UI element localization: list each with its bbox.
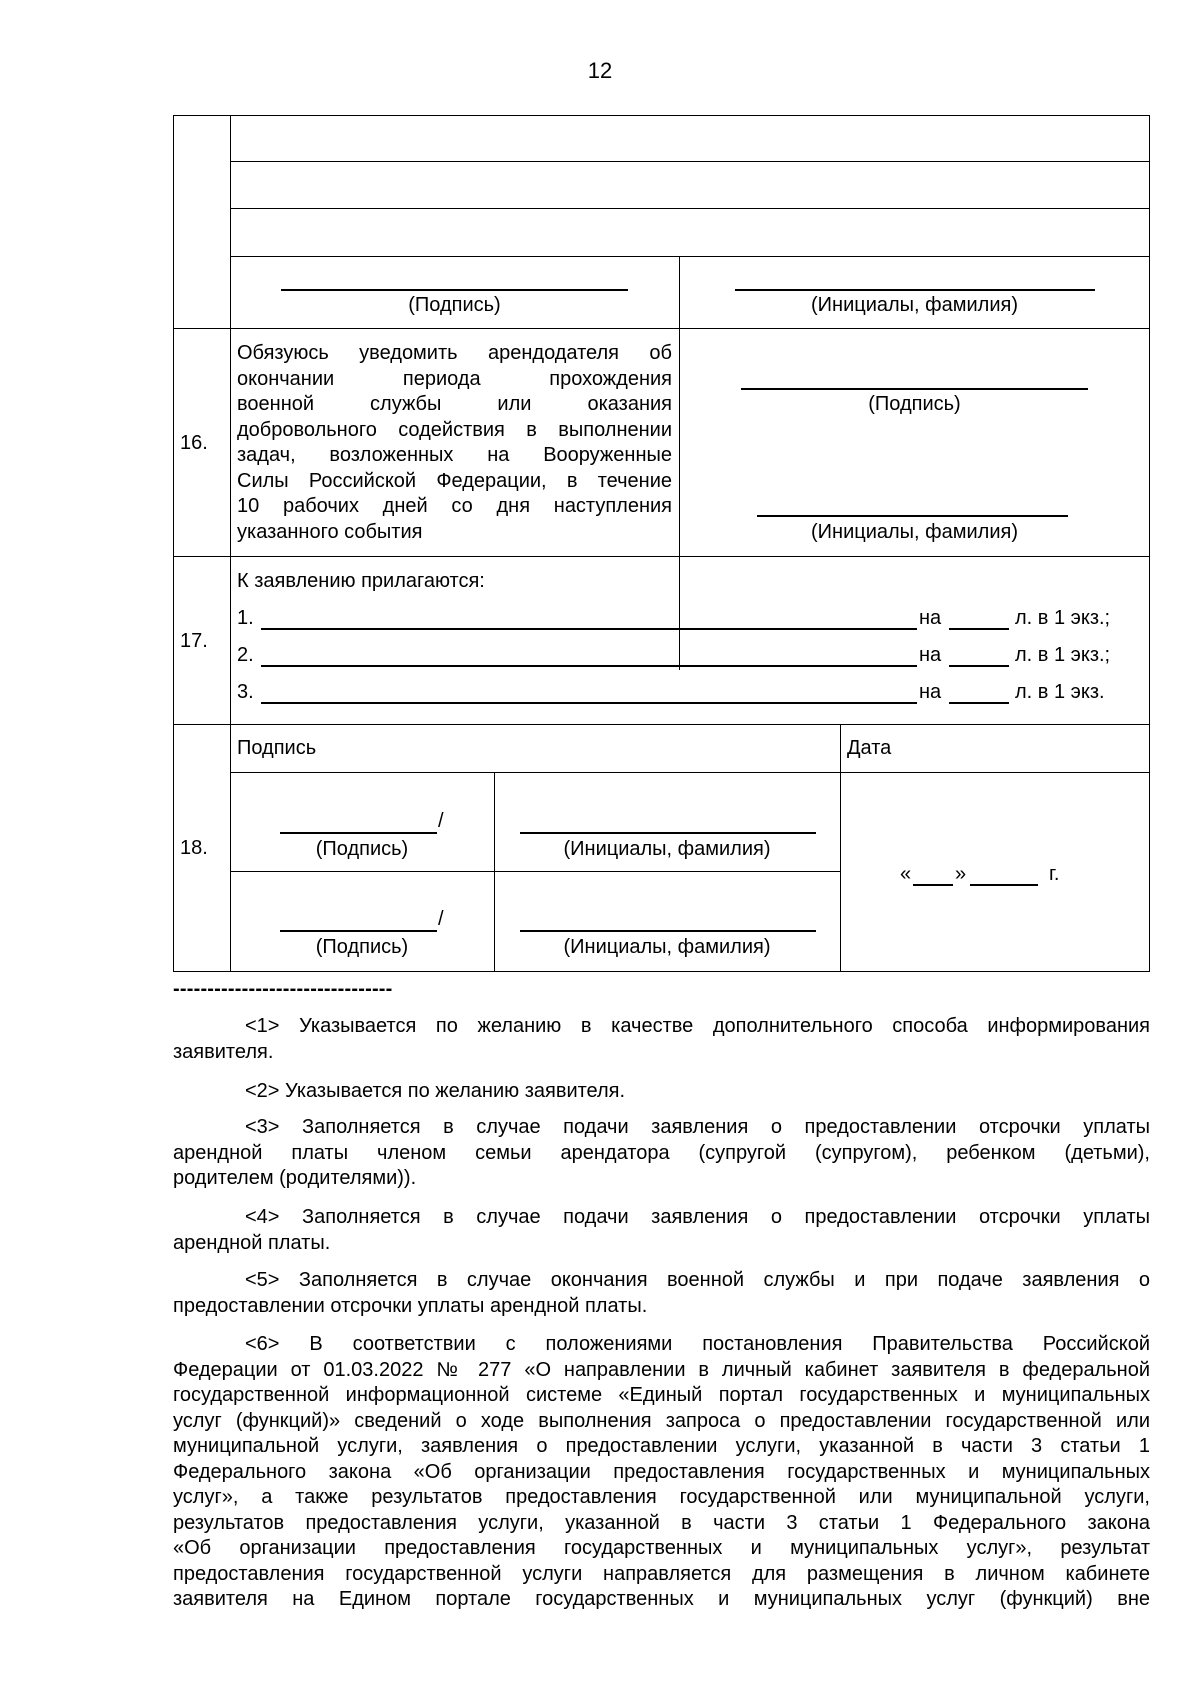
- signature-header: Подпись: [237, 737, 317, 759]
- attachment-name-field[interactable]: [261, 702, 917, 704]
- row16-obligation-text: [237, 341, 672, 545]
- attachment-index: 1.: [237, 607, 254, 629]
- text-line: задач, возложенных на Вооруженные: [237, 444, 672, 466]
- footnote-line: услуг», а также результатов предоставления государственной или муниципальной услуги,: [173, 1486, 1150, 1508]
- footnote-line: <6> В соответствии с положениями постановления Правительства Российской: [245, 1333, 1150, 1355]
- text-line: указанного события: [237, 520, 423, 543]
- text-line: Обязуюсь уведомить арендодателя об: [237, 342, 672, 364]
- text-line: военной службы или оказания: [237, 393, 672, 415]
- footnote-line: результатов предоставления услуги, указанной в части 3 статьи 1 Федерального закона: [173, 1511, 1150, 1534]
- slash: /: [438, 908, 444, 930]
- row17-number: 17.: [180, 630, 208, 652]
- footnote-line: муниципальной услуги, заявления о предоставлении услуги, указанной в части 3 статьи 1: [173, 1435, 1150, 1457]
- applicant1-signature-caption: (Подпись): [315, 838, 409, 860]
- footnote-line: предоставления государственной услуги направляется для размещения в личном кабинете: [173, 1562, 1150, 1585]
- footnote-line: заявителя на Едином портале государственных и муниципальных услуг (функций) вне: [173, 1588, 1150, 1610]
- date-day-field[interactable]: [913, 884, 953, 886]
- footnote-line: заявителя.: [173, 1040, 274, 1063]
- footnote-line: <4> Заполняется в случае подачи заявления о предоставлении отсрочки уплаты: [245, 1206, 1150, 1228]
- applicant1-signature-line[interactable]: [280, 832, 437, 834]
- footnote-line: услуг (функций)» сведений о ходе выполнения запроса о предоставлении государственной или: [173, 1409, 1150, 1432]
- footnote-line: родителем (родителями)).: [173, 1167, 417, 1189]
- attachment-index: 2.: [237, 644, 254, 666]
- footnote-line: <3> Заполняется в случае подачи заявления о предоставлении отсрочки уплаты: [245, 1116, 1150, 1138]
- page-number: 12: [587, 58, 613, 83]
- footnote-6: [173, 1332, 1150, 1613]
- footnote-line: «Об организации предоставления государственных и муниципальных услуг», результат: [173, 1537, 1150, 1559]
- text-line: 10 рабочих дней со дня наступления: [237, 495, 672, 517]
- row15-initials-caption: (Инициалы, фамилия): [811, 294, 1018, 316]
- footnote-line: Федерации от 01.03.2022 № 277 «О направлении в личный кабинет заявителя в федеральной: [173, 1358, 1150, 1381]
- slash: /: [438, 810, 444, 832]
- date-open-quote: «: [900, 863, 912, 885]
- attachment-name-field[interactable]: [261, 665, 917, 667]
- attachment-name-field[interactable]: [261, 628, 917, 630]
- row16-number: 16.: [180, 432, 208, 454]
- footnote-3: [173, 1115, 1150, 1192]
- footnote-4: [173, 1205, 1150, 1256]
- applicant2-signature-caption: (Подпись): [315, 936, 409, 958]
- attachment-suffix: л. в 1 экз.: [1015, 681, 1105, 703]
- date-header: Дата: [847, 737, 892, 759]
- attachment-on: на: [919, 644, 942, 666]
- attachment-suffix: л. в 1 экз.;: [1015, 607, 1111, 629]
- footnote-1: [173, 1014, 1150, 1065]
- attachment-pages-field[interactable]: [949, 665, 1009, 667]
- applicant1-initials-line[interactable]: [520, 832, 816, 834]
- attachment-on: на: [919, 607, 942, 629]
- footnote-line: <5> Заполняется в случае окончания военной службы и при подаче заявления о: [245, 1269, 1150, 1291]
- attachment-on: на: [919, 681, 942, 703]
- applicant2-signature-line[interactable]: [280, 930, 437, 932]
- row16-initials-caption: (Инициалы, фамилия): [811, 521, 1018, 543]
- attachment-suffix: л. в 1 экз.;: [1015, 644, 1111, 666]
- footnote-line: <1> Указывается по желанию в качестве дополнительного способа информирования: [245, 1015, 1150, 1037]
- application-form-table: [173, 115, 1150, 972]
- footnote-separator: --------------------------------: [173, 978, 393, 1000]
- footnote-line: арендной платы членом семьи арендатора (супругой (супругом), ребенком (детьми),: [173, 1141, 1150, 1164]
- footnote-line: предоставлении отсрочки уплаты арендной платы.: [173, 1294, 648, 1317]
- attachment-index: 3.: [237, 681, 254, 703]
- date-year-suffix: г.: [1049, 863, 1060, 885]
- attachment-pages-field[interactable]: [949, 628, 1009, 630]
- footnote-line: государственной информационной системе «Единый портал государственных и муниципальных: [173, 1384, 1150, 1406]
- footnote-5: [173, 1268, 1150, 1319]
- footnote-line: Федерального закона «Об организации предоставления государственных и муниципальных: [173, 1460, 1150, 1483]
- date-close-quote: »: [955, 863, 967, 885]
- row15-signature-caption: (Подпись): [408, 294, 501, 316]
- attachments-heading: К заявлению прилагаются:: [237, 570, 485, 592]
- row16-initials-line[interactable]: [757, 515, 1068, 517]
- attachment-pages-field[interactable]: [949, 702, 1009, 704]
- applicant2-initials-caption: (Инициалы, фамилия): [563, 936, 771, 958]
- footnote-line: <2> Указывается по желанию заявителя.: [245, 1080, 626, 1102]
- text-line: Силы Российской Федерации, в течение: [237, 469, 672, 492]
- text-line: окончании периода прохождения: [237, 367, 672, 390]
- date-month-field[interactable]: [970, 884, 1038, 886]
- row16-signature-caption: (Подпись): [868, 393, 961, 415]
- footnote-line: арендной платы.: [173, 1231, 331, 1254]
- applicant2-initials-line[interactable]: [520, 930, 816, 932]
- row15-initials-line[interactable]: [735, 289, 1095, 291]
- footnote-2: [173, 1079, 1150, 1105]
- row18-number: 18.: [180, 837, 208, 859]
- text-line: добровольного содействия в выполнении: [237, 418, 672, 441]
- applicant1-initials-caption: (Инициалы, фамилия): [563, 838, 771, 860]
- row16-signature-line[interactable]: [741, 388, 1088, 390]
- row15-signature-line[interactable]: [281, 289, 628, 291]
